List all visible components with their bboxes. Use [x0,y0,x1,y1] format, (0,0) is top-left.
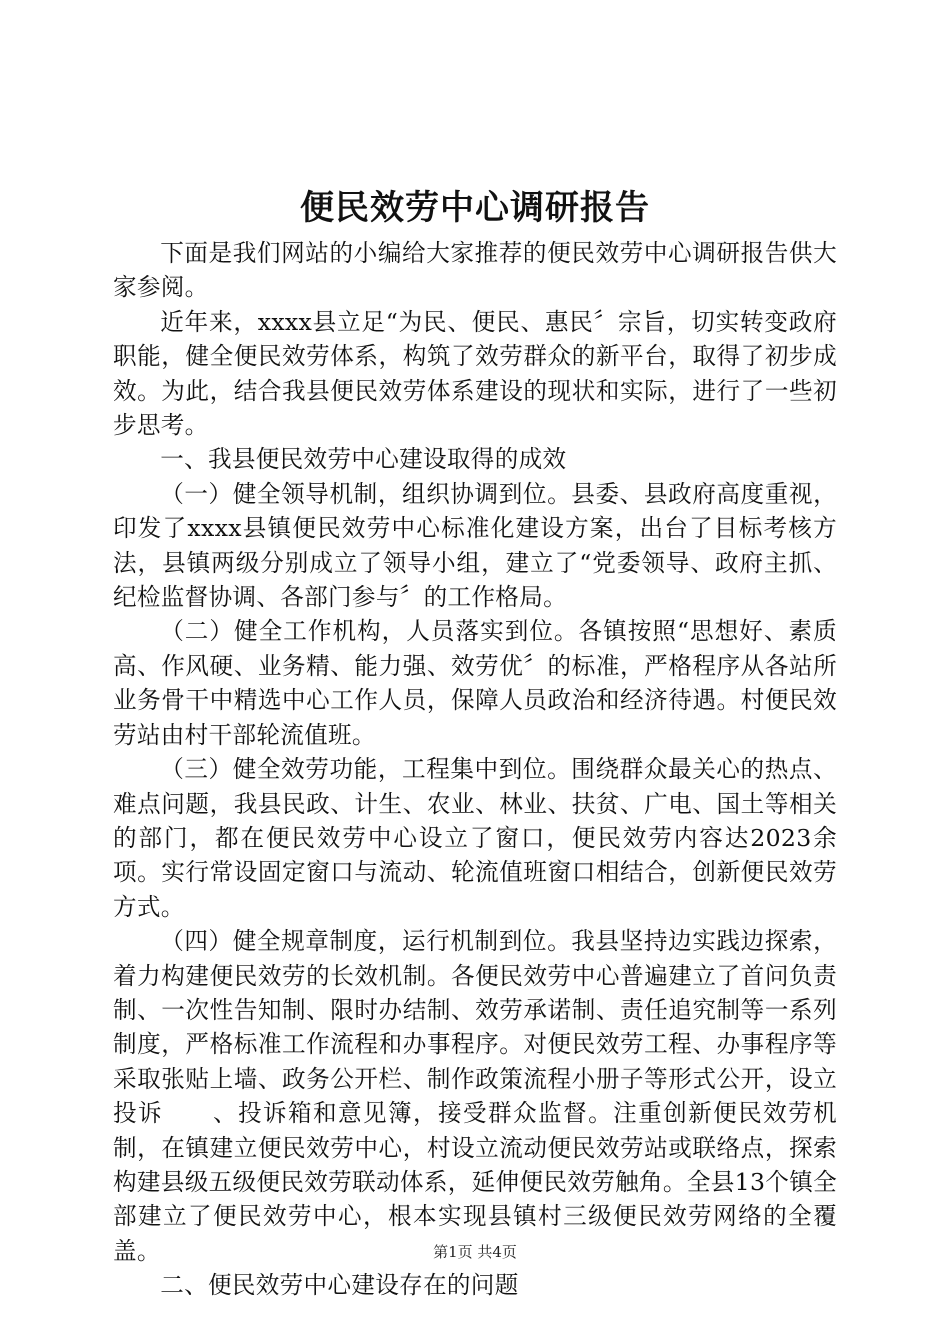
page-footer: 第1页 共4页 [433,1243,517,1261]
paragraph-intro: 下面是我们网站的小编给大家推荐的便民效劳中心调研报告供大家参阅。 [113,239,837,302]
paragraph-organization: （二）健全工作机构，人员落实到位。各镇按照“思想好、素质高、作风硬、业务精、能力强、效劳优〞的标准，严格程序从各站所业务骨干中精选中心工作人员，保障人员政治和经济待遇。村便民效劳站由村干部轮流值班。 [113,617,837,749]
paragraph-regulations: （四）健全规章制度，运行机制到位。我县坚持边实践边探索，着力构建便民效劳的长效机制。各便民效劳中心普遍建立了首问负责制、一次性告知制、限时办结制、效劳承诺制、责任追究制等一系列制度，严格标准工作流程和办事程序。对便民效劳工程、办事程序等采取张贴上墙、政务公开栏、制作政策流程小册子等形式公开，设立投诉 、投诉箱和意见簿，接受群众监督。注重创新便民效劳机制，在镇建立便民效劳中心，村设立流动便民效劳站或联络点，探索构建县级五级便民效劳联动体系，延伸便民效劳触角。全县13个镇全部建立了便民效劳中心，根本实现县镇村三级便民效劳网络的全覆盖。 [113,927,837,1265]
paragraph-leadership: （一）健全领导机制，组织协调到位。县委、县政府高度重视，印发了xxxx县镇便民效劳中心标准化建设方案，出台了目标考核方法，县镇两级分别成立了领导小组，建立了“党委领导、政府主抓、纪检监督协调、各部门参与〞的工作格局。 [113,479,837,612]
section-heading-problems: 二、便民效劳中心建设存在的问题 [160,1271,519,1300]
paragraph-service-functions: （三）健全效劳功能，工程集中到位。围绕群众最关心的热点、难点问题，我县民政、计生、农业、林业、扶贫、广电、国土等相关的部门，都在便民效劳中心设立了窗口，便民效劳内容达2023余项。实行常设固定窗口与流动、轮流值班窗口相结合，创新便民效劳方式。 [113,755,837,921]
section-heading-achievements: 一、我县便民效劳中心建设取得的成效 [160,445,567,474]
document-title: 便民效劳中心调研报告 [300,188,650,228]
document-body [113,236,837,1303]
paragraph-background: 近年来，xxxx县立足“为民、便民、惠民〞宗旨，切实转变政府职能，健全便民效劳体系，构筑了效劳群众的新平台，取得了初步成效。为此，结合我县便民效劳体系建设的现状和实际，进行了一些初步思考。 [113,307,837,440]
